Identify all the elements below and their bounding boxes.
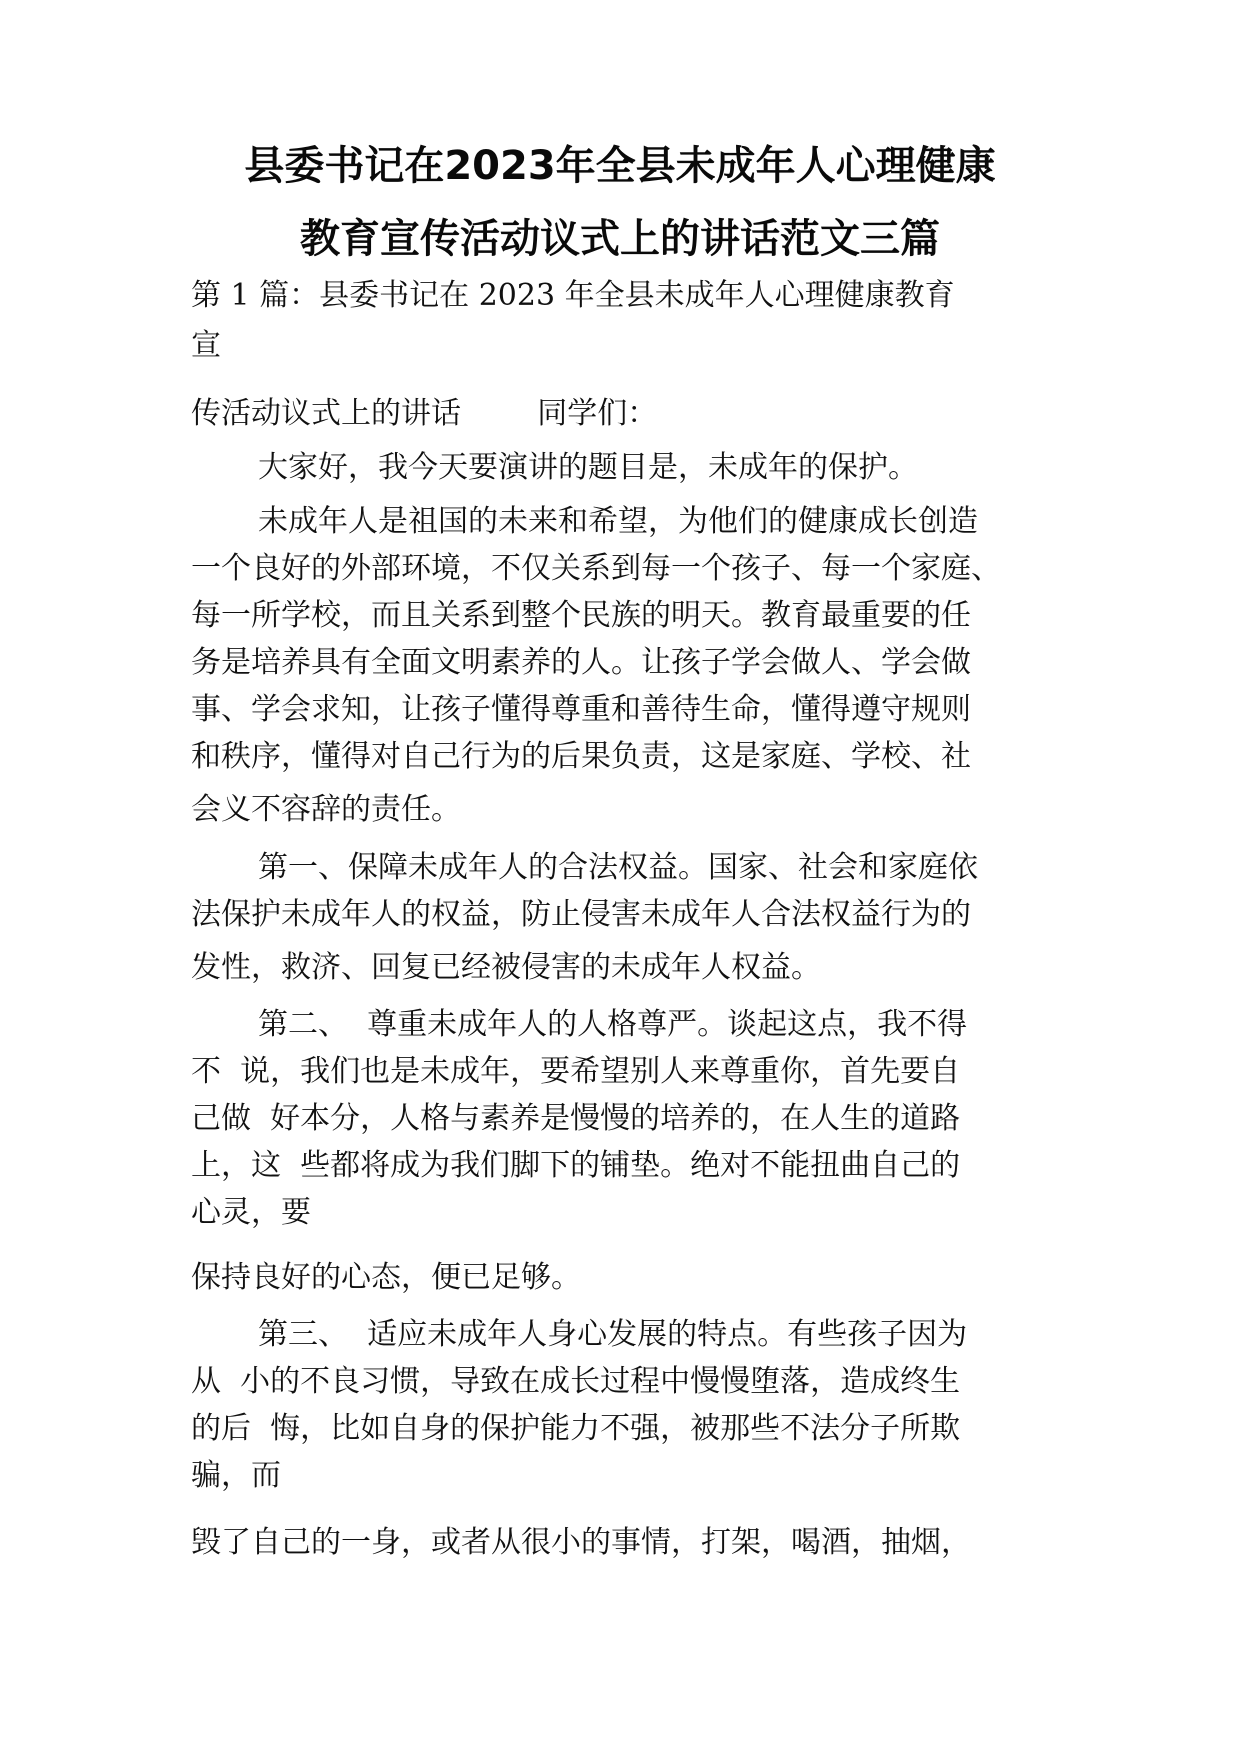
paragraph-line: 法保护未成年人的权益，防止侵害未成年人合法权益行为的 bbox=[191, 897, 971, 932]
paragraph-line: 上，这 些都将成为我们脚下的铺垫。绝对不能扭曲自己的 bbox=[191, 1148, 961, 1183]
paragraph-line: 骗，而 bbox=[191, 1458, 281, 1493]
paragraph-line: 第一、保障未成年人的合法权益。国家、社会和家庭依 bbox=[258, 850, 978, 885]
paragraph-line: 毁了自己的一身，或者从很小的事情，打架，喝酒，抽烟， bbox=[191, 1525, 971, 1560]
paragraph-line: 大家好，我今天要演讲的题目是，未成年的保护。 bbox=[258, 450, 918, 485]
paragraph-line: 从 小的不良习惯，导致在成长过程中慢慢堕落，造成终生 bbox=[191, 1364, 961, 1399]
paragraph-line: 会义不容辞的责任。 bbox=[191, 792, 461, 827]
paragraph-line: 第三、 适应未成年人身心发展的特点。有些孩子因为 bbox=[258, 1317, 968, 1352]
document-title-line-2: 教育宣传活动议式上的讲话范文三篇 bbox=[300, 216, 940, 262]
paragraph-line: 保持良好的心态，便已足够。 bbox=[191, 1260, 581, 1295]
section-heading-tail: 传活动议式上的讲话 同学们： bbox=[191, 396, 658, 431]
paragraph-line: 务是培养具有全面文明素养的人。让孩子学会做人、学会做 bbox=[191, 645, 971, 680]
paragraph-line: 和秩序，懂得对自己行为的后果负责，这是家庭、学校、社 bbox=[191, 739, 971, 774]
paragraph-line: 心灵，要 bbox=[191, 1195, 311, 1230]
paragraph-line: 的后 悔，比如自身的保护能力不强，被那些不法分子所欺 bbox=[191, 1411, 961, 1446]
paragraph-line: 事、学会求知，让孩子懂得尊重和善待生命，懂得遵守规则 bbox=[191, 692, 971, 727]
paragraph-line: 不 说，我们也是未成年，要希望别人来尊重你，首先要自 bbox=[191, 1054, 961, 1089]
paragraph-line: 第二、 尊重未成年人的人格尊严。谈起这点，我不得 bbox=[258, 1007, 968, 1042]
section-heading: 第 1 篇：县委书记在 2023 年全县未成年人心理健康教育 bbox=[191, 278, 955, 313]
paragraph-line: 发性，救济、回复已经被侵害的未成年人权益。 bbox=[191, 950, 821, 985]
paragraph-line: 己做 好本分，人格与素养是慢慢的培养的，在人生的道路 bbox=[191, 1101, 961, 1136]
paragraph-line: 每一所学校，而且关系到整个民族的明天。教育最重要的任 bbox=[191, 598, 971, 633]
paragraph-line: 未成年人是祖国的未来和希望，为他们的健康成长创造 bbox=[258, 504, 978, 539]
document-title-line-1: 县委书记在2023年全县未成年人心理健康 bbox=[244, 143, 996, 189]
section-heading-continued: 宣 bbox=[191, 328, 221, 363]
paragraph-line: 一个良好的外部环境，不仅关系到每一个孩子、每一个家庭、 bbox=[191, 551, 1001, 586]
